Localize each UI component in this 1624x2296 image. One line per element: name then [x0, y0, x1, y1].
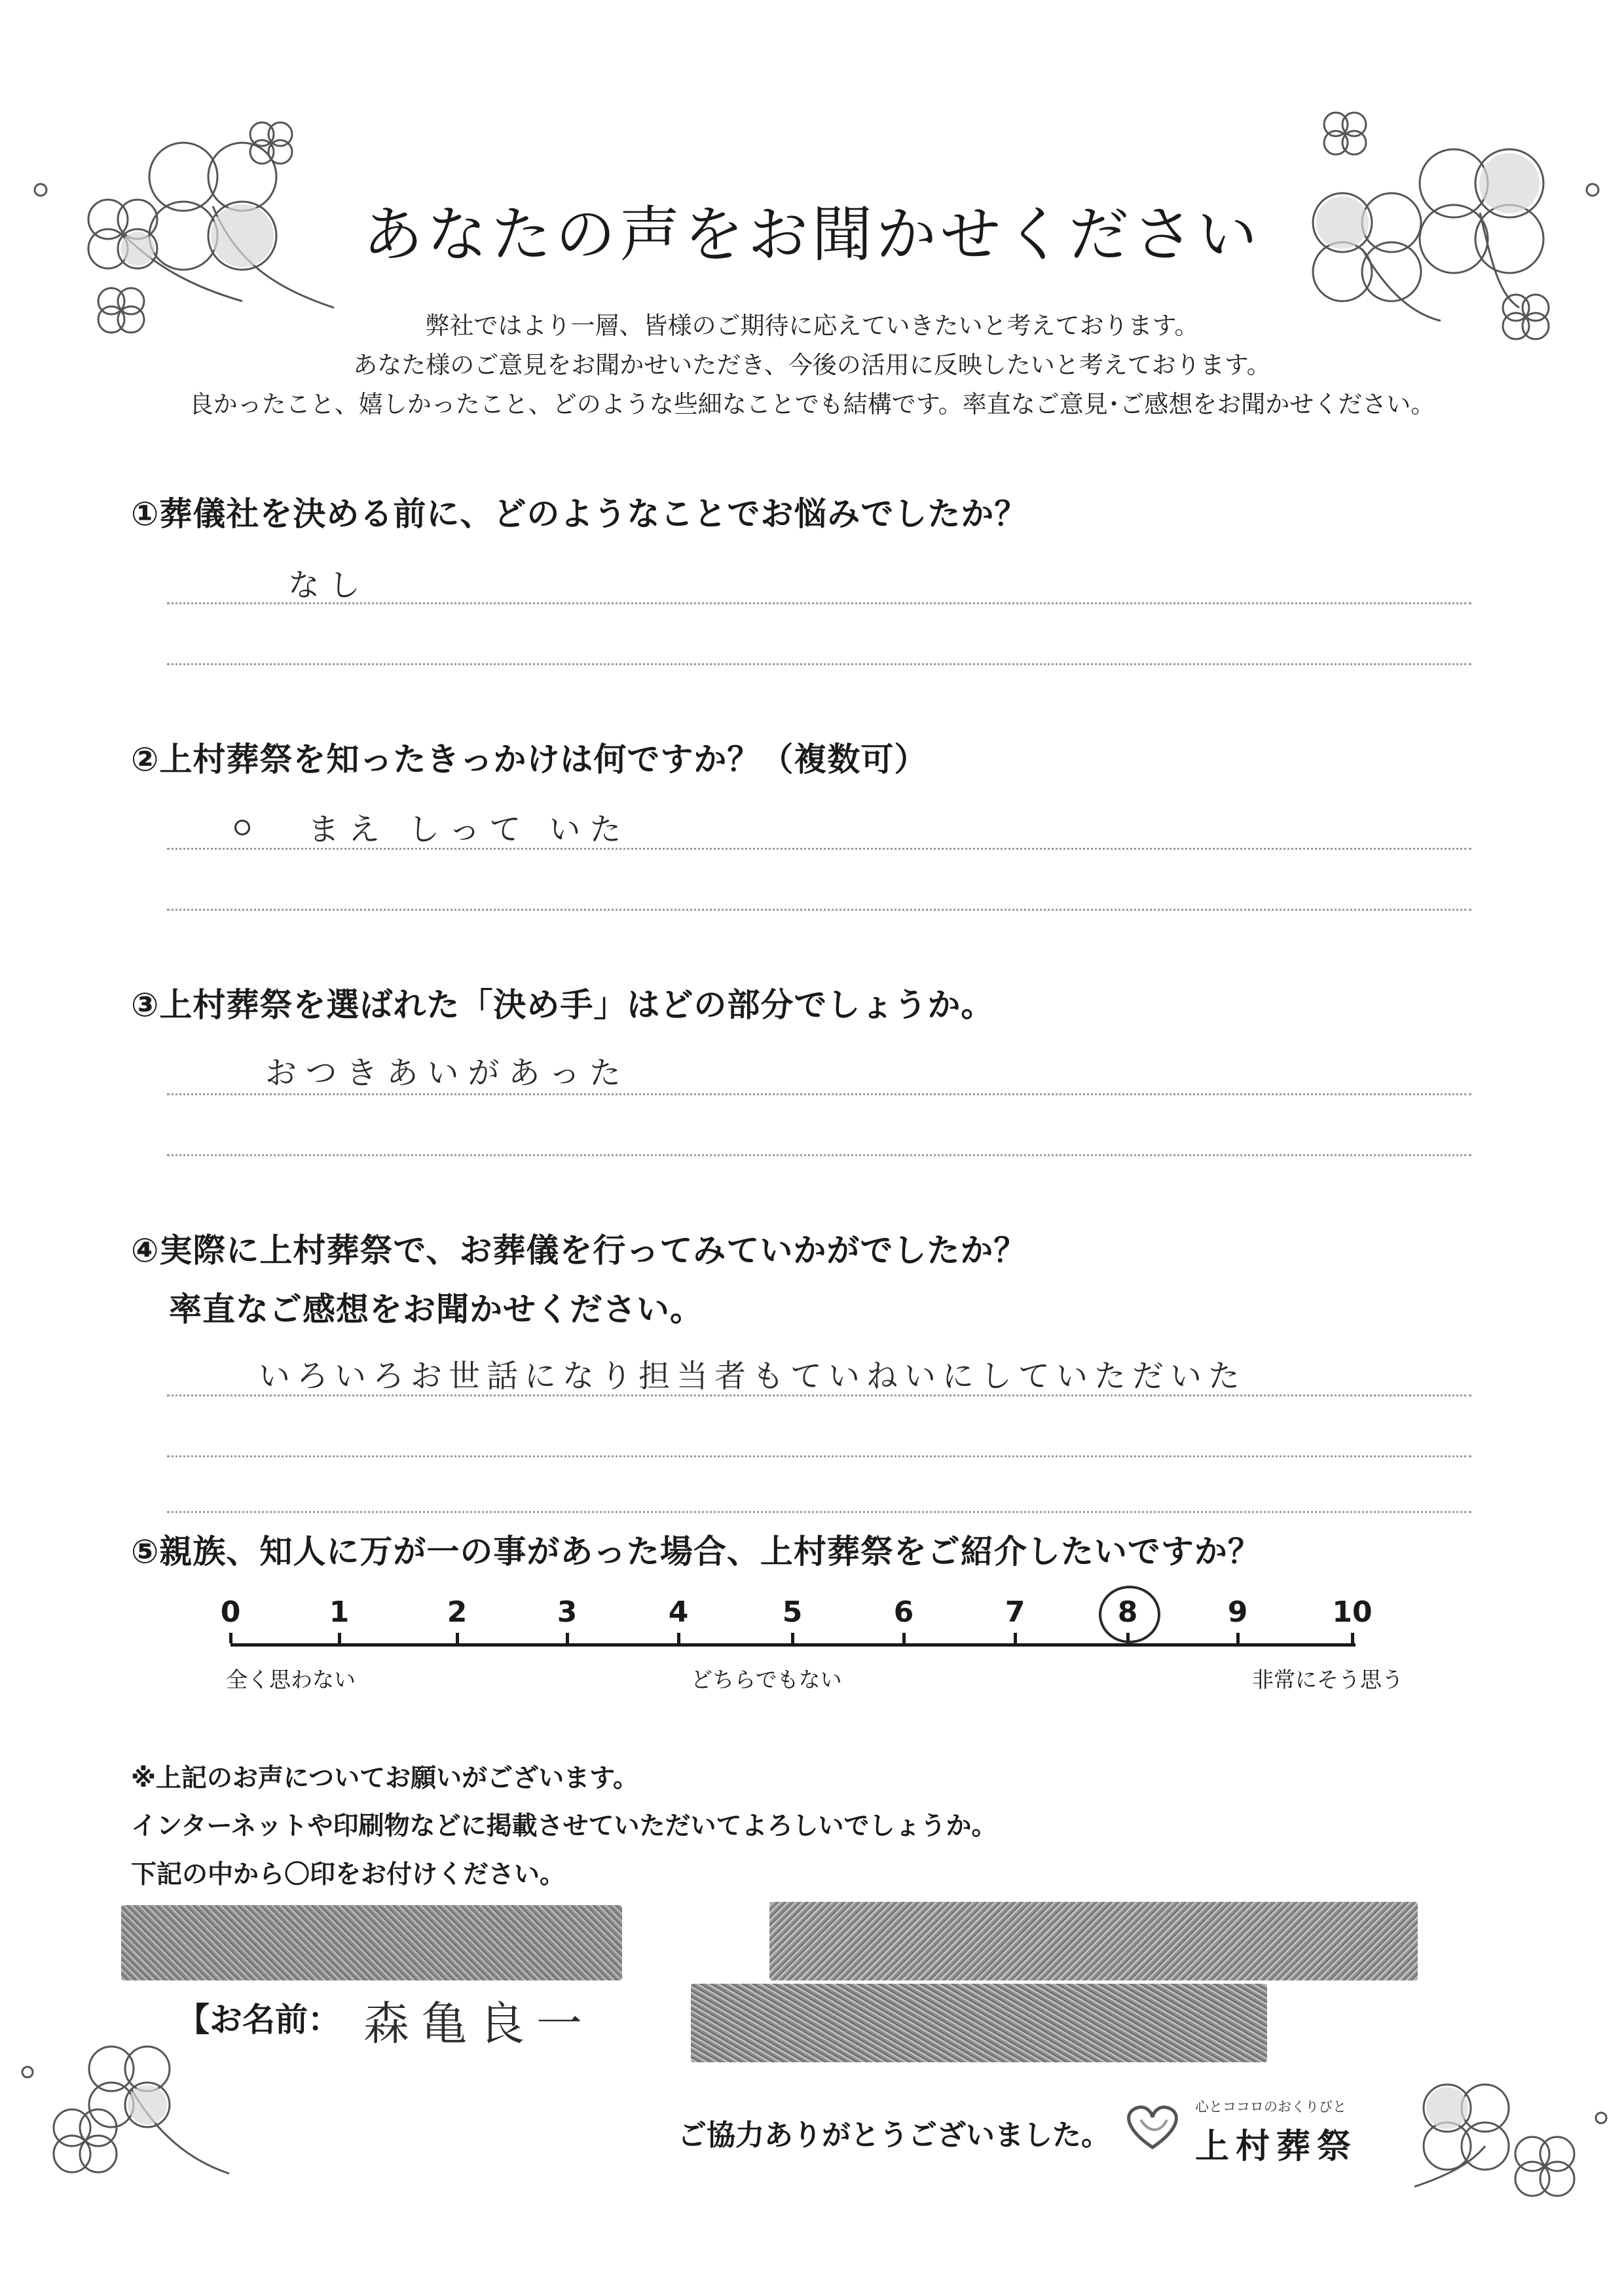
rating-tick [566, 1633, 569, 1643]
question-4-label-line-1: ④実際に上村葬祭で、お葬儀を行ってみていかがでしたか？ [131, 1231, 1027, 1269]
answer-line [167, 1394, 1471, 1396]
question-2-answer[interactable]: まえ しって いた [308, 811, 631, 848]
rating-option-7[interactable]: 7 [1005, 1595, 1025, 1629]
rating-tick [677, 1633, 680, 1643]
name-label: 【お名前： [177, 2001, 341, 2039]
question-5-label: ⑤親族、知人に万が一の事があった場合、上村葬祭をご紹介したいですか？ [131, 1533, 1261, 1571]
question-4-label-line-2: 率直なご感想をお聞かせください。 [169, 1290, 703, 1328]
redacted-area [691, 1984, 1267, 2062]
intro-line-1: 弊社ではより一層、皆様のご期待に応えていきたいと考えております。 [425, 312, 1199, 340]
scale-label-low: 全く思わない [226, 1667, 356, 1692]
redacted-area [769, 1902, 1418, 1980]
rating-tick [338, 1633, 341, 1643]
rating-tick [1351, 1633, 1354, 1643]
question-2-label: ②上村葬祭を知ったきっかけは何ですか？（複数可） [131, 740, 928, 778]
rating-tick [456, 1633, 459, 1643]
scale-label-middle: どちらでもない [691, 1667, 842, 1692]
answer-line [167, 1455, 1471, 1457]
company-logo-name: 上村葬祭 [1195, 2127, 1358, 2166]
rating-option-2[interactable]: 2 [447, 1595, 468, 1629]
redacted-area [121, 1905, 622, 1980]
question-4-answer[interactable]: いろいろお世話になり担当者もていねいにしていただいた [259, 1358, 1247, 1394]
consent-note-1: ※上記のお声についてお願いがございます。 [131, 1764, 639, 1793]
intro-line-2: あなた様のご意見をお聞かせいただき、今後の活用に反映したいと考えております。 [353, 351, 1271, 379]
rating-option-4[interactable]: 4 [668, 1595, 689, 1629]
question-3-answer[interactable]: おつきあいがあった [265, 1055, 631, 1091]
answer-line [167, 909, 1471, 911]
thanks-message: ご協力ありがとうございました。 [678, 2119, 1110, 2152]
rating-tick [1014, 1633, 1017, 1643]
rating-option-9[interactable]: 9 [1227, 1595, 1248, 1629]
logo-tagline: 心とココロのおくりびと [1195, 2099, 1346, 2115]
rating-scale-line [231, 1643, 1356, 1647]
page-title: あなたの声をお聞かせください [362, 200, 1261, 270]
name-value[interactable]: 森亀良一 [363, 1997, 594, 2050]
answer-line [167, 663, 1471, 665]
clover-decoration-bottom-right [1375, 2056, 1617, 2252]
question-1-label: ①葬儀社を決める前に、どのようなことでお悩みでしたか？ [131, 495, 1028, 533]
consent-note-3: 下記の中から〇印をお付けください。 [131, 1860, 566, 1889]
rating-option-10[interactable]: 10 [1332, 1595, 1373, 1629]
heart-logo-icon [1120, 2100, 1185, 2153]
question-1-answer[interactable]: なし [288, 567, 370, 604]
rating-option-1[interactable]: 1 [329, 1595, 350, 1629]
answer-line [167, 1093, 1471, 1095]
rating-tick [229, 1633, 232, 1643]
intro-line-3: 良かったこと、嬉しかったこと、どのような些細なことでも結構です。率直なご意見･ご感想をお聞かせください。 [189, 390, 1435, 418]
rating-option-0[interactable]: 0 [220, 1595, 241, 1629]
rating-option-5[interactable]: 5 [782, 1595, 803, 1629]
rating-tick [1236, 1633, 1240, 1643]
answer-line [167, 848, 1471, 850]
answer-line [167, 602, 1471, 604]
rating-option-3[interactable]: 3 [557, 1595, 578, 1629]
clover-decoration-bottom-left [13, 2016, 236, 2226]
selected-rating-circle [1099, 1586, 1160, 1643]
question-3-label: ③上村葬祭を選ばれた「決め手」はどの部分でしょうか。 [131, 986, 995, 1024]
rating-option-8[interactable]: 8 [1117, 1595, 1138, 1629]
rating-tick [791, 1633, 794, 1643]
rating-option-6[interactable]: 6 [893, 1595, 914, 1629]
scale-label-high: 非常にそう思う [1252, 1667, 1403, 1692]
circle-mark [234, 820, 250, 835]
answer-line [167, 1154, 1471, 1156]
consent-note-2: インターネットや印刷物などに掲載させていただいてよろしいでしょうか。 [131, 1812, 997, 1841]
rating-tick [902, 1633, 906, 1643]
answer-line [167, 1511, 1471, 1513]
